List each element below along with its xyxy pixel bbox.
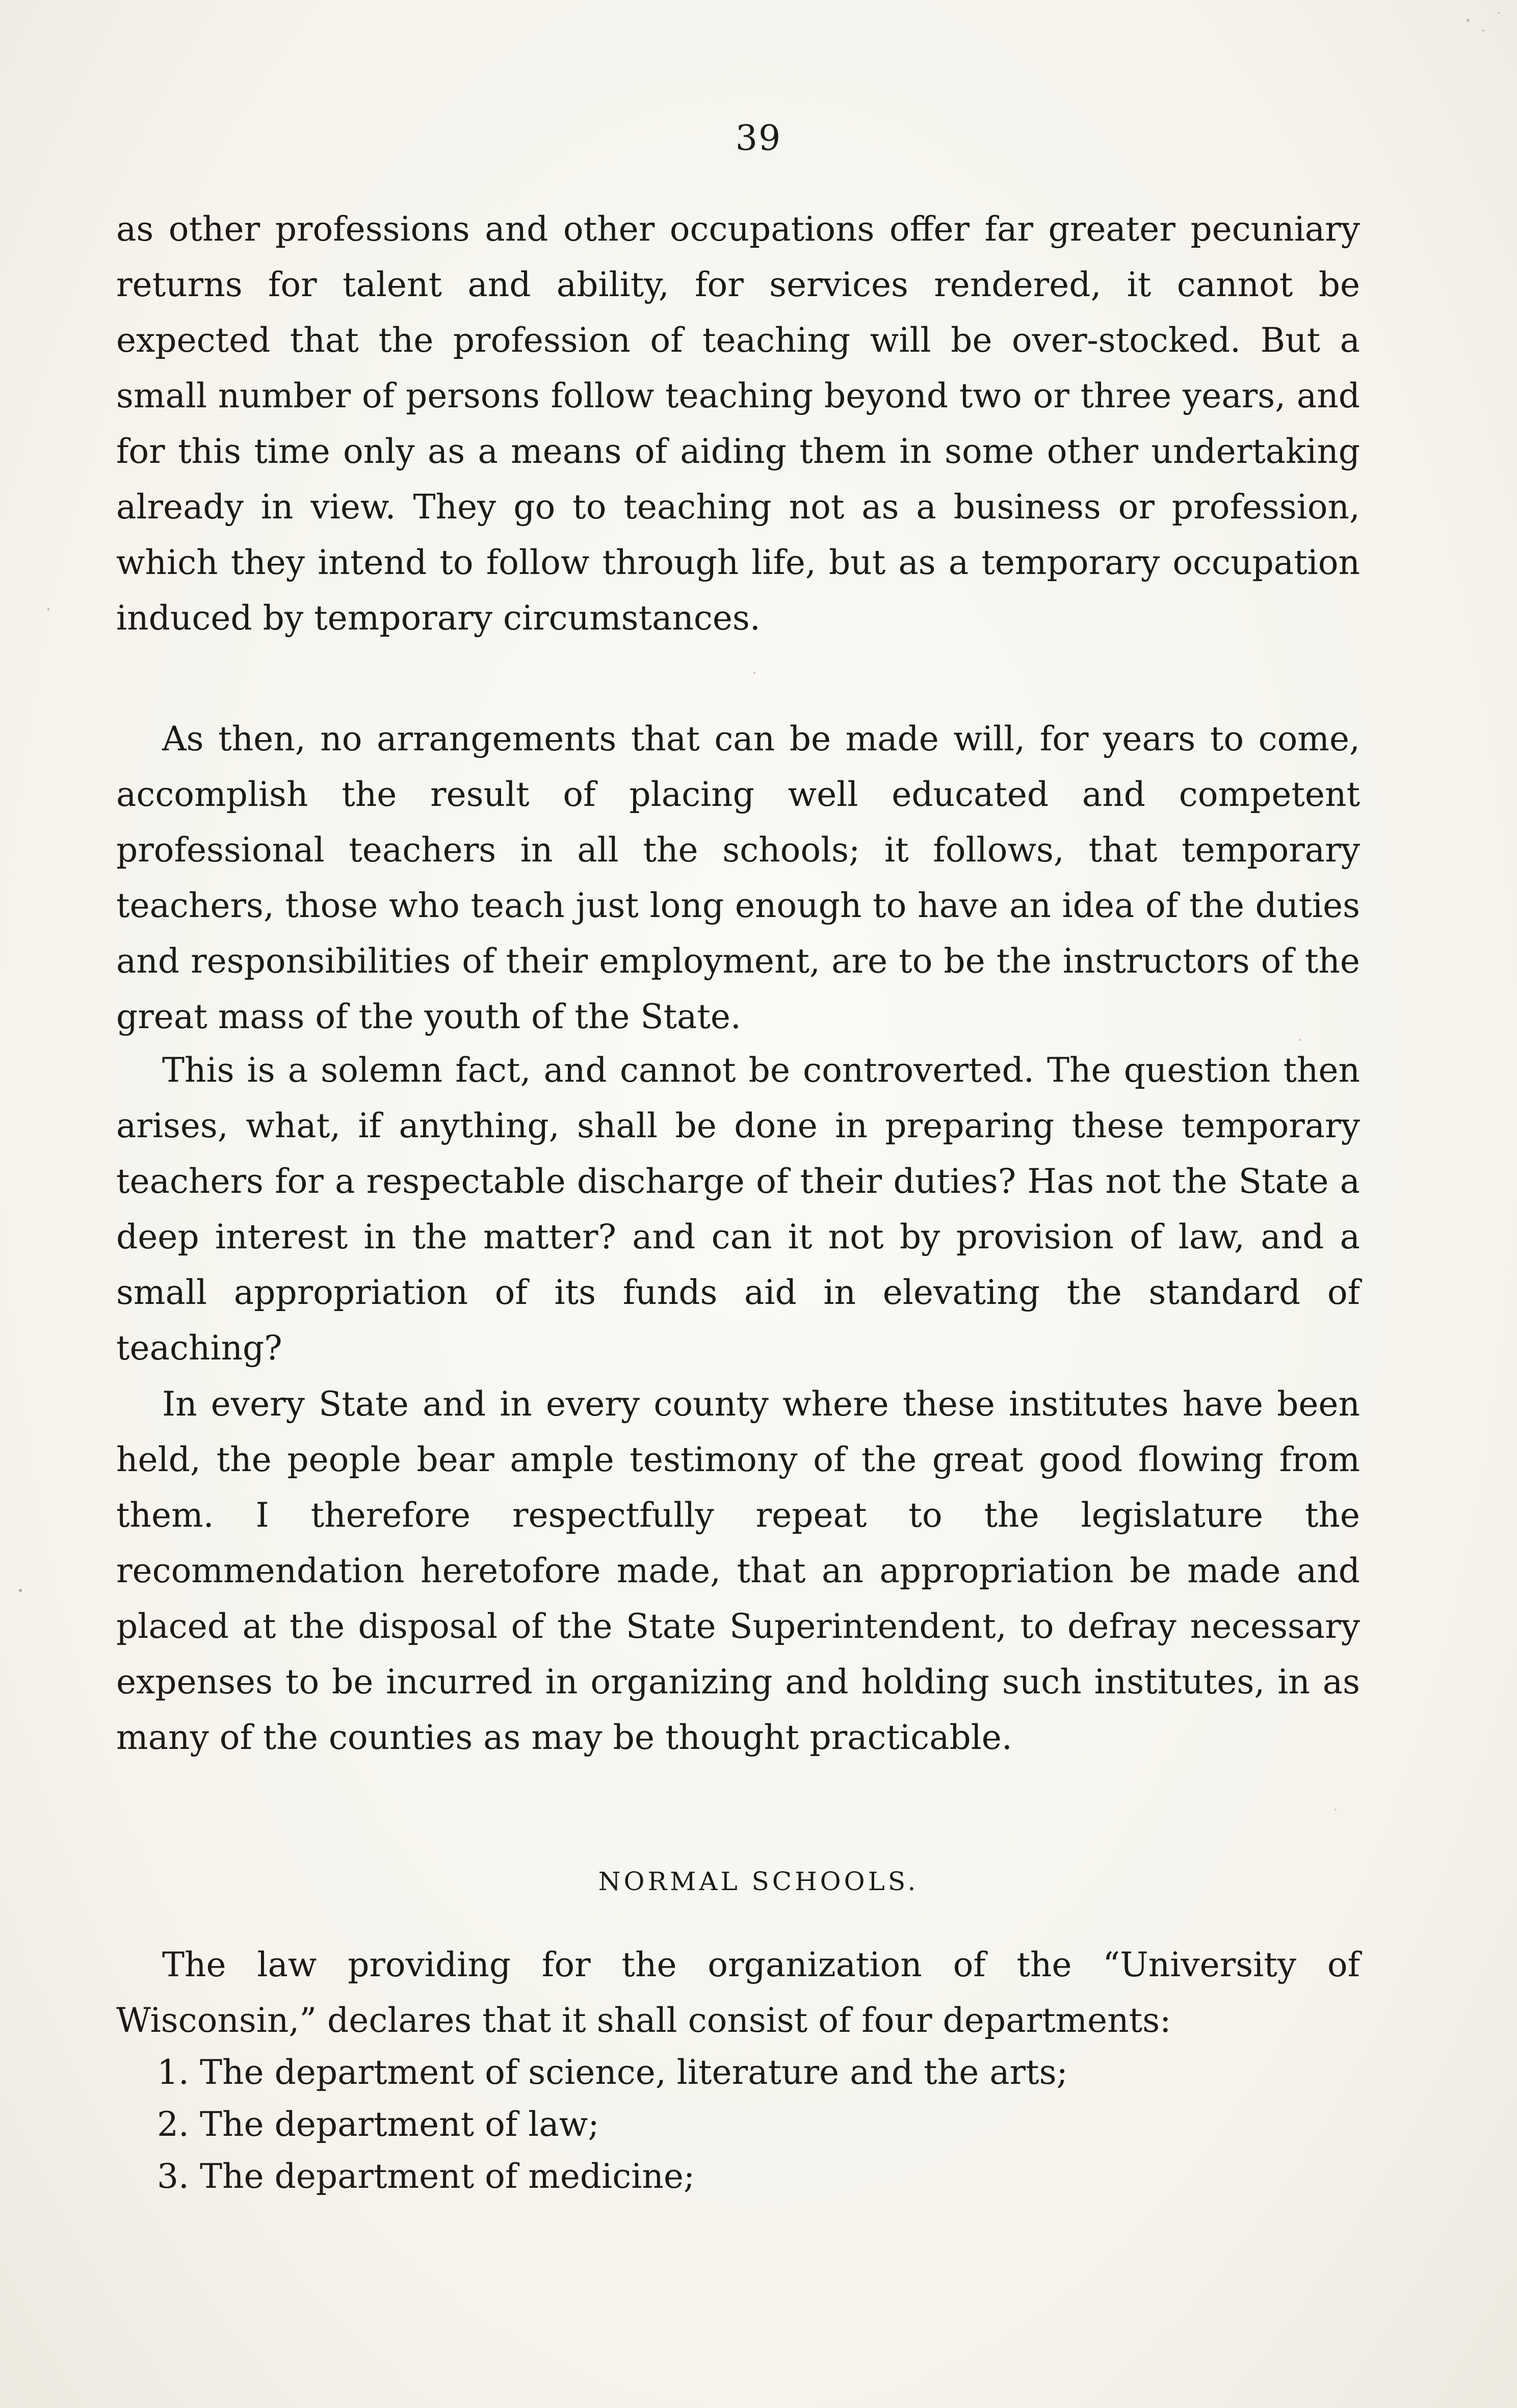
paragraph-text: In every State and in every county where these institutes have been held, the people bear ample testimony of the great good flowing from them. I therefore respectfully repeat to the legislature the recommendation heretofore made, that an appropriation be made and placed at the disposal of the State Superintendent, to defray necessary expenses to be incurred in organizing and holding such institutes, in as many of the counties as may be thought practicable.: [116, 1384, 1360, 1757]
paragraph-text: This is a solemn fact, and cannot be controverted. The question then arises, what, if anything, shall be done in preparing these temporary teachers for a respectable discharge of their duties? Has not the State a deep interest in the matter? and can it not by provision of law, and a small appropriation of its funds aid in elevating the standard of teaching?: [116, 1051, 1360, 1368]
section-heading: NORMAL SCHOOLS.: [598, 1867, 919, 1896]
paragraph-arrangements: [116, 711, 1360, 1044]
list-item: 1. The department of science, literature and the arts;: [157, 2053, 1068, 2092]
paragraph-solemn-fact: [116, 1042, 1360, 1376]
paragraph-university-law: [116, 1937, 1360, 2048]
list-item: 3. The department of medicine;: [157, 2157, 695, 2196]
page-number: 39: [735, 118, 782, 159]
paragraph-institutes: [116, 1376, 1360, 1765]
paragraph-text: The law providing for the organization of the “University of Wisconsin,” declares that it shall consist of four departments:: [116, 1945, 1360, 2040]
paragraph-text: as other professions and other occupations offer far greater pecuniary returns for talent and ability, for services rendered, it cannot be expected that the profession of teaching will be over-stocked. But a small number of persons follow teaching beyond two or three years, and for this time only as a means of aiding them in some other undertaking already in view. They go to teaching not as a business or profession, which they intend to follow through life, but as a temporary occupation induced by temporary circumstances.: [116, 210, 1360, 638]
paragraph-continuation: [116, 201, 1360, 646]
paragraph-text: As then, no arrangements that can be made will, for years to come, accomplish the result of placing well educated and competent professional teachers in all the schools; it follows, that temporary teachers, those who teach just long enough to have an idea of the duties and responsibilities of their employment, are to be the instructors of the great mass of the youth of the State.: [116, 719, 1360, 1036]
list-item: 2. The department of law;: [157, 2105, 599, 2144]
departments-list: [116, 2047, 1360, 2203]
